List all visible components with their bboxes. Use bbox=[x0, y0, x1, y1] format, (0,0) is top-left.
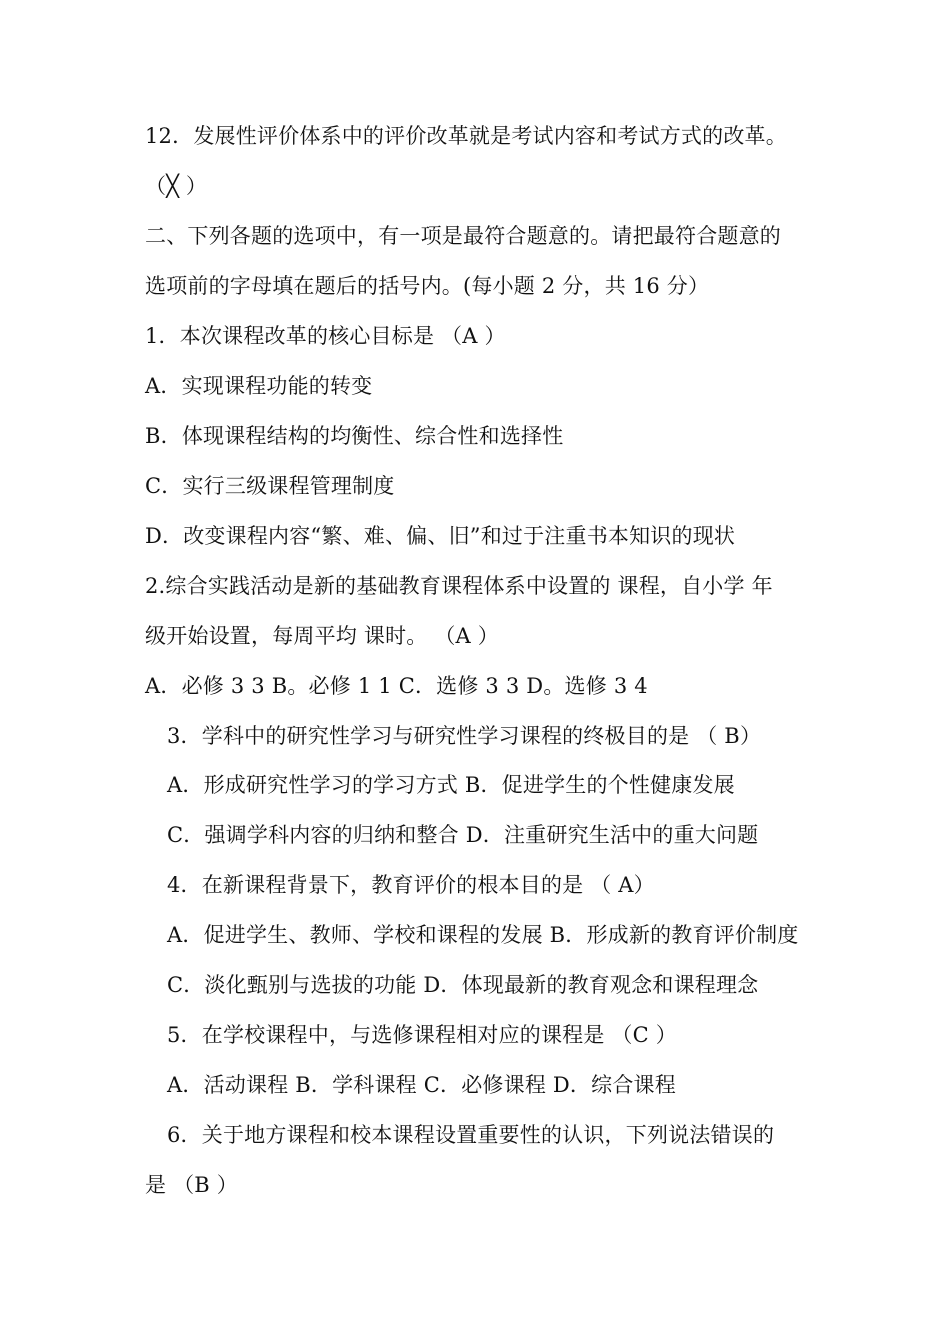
question-4-options-cd: C．淡化甄别与选拔的功能 D．体现最新的教育观念和课程理念 bbox=[167, 973, 759, 997]
question-5-options: A．活动课程 B．学科课程 C．必修课程 D．综合课程 bbox=[167, 1073, 676, 1097]
question-3-stem: 3．学科中的研究性学习与研究性学习课程的终极目的是 （ B） bbox=[167, 724, 762, 748]
question-6-stem-line-2: 是 （B ） bbox=[145, 1173, 238, 1197]
question-1-option-c: C．实行三级课程管理制度 bbox=[145, 474, 395, 498]
section-2-instruction-line-2: 选项前的字母填在题后的括号内。(每小题 2 分，共 16 分） bbox=[145, 274, 710, 298]
question-5-stem: 5．在学校课程中，与选修课程相对应的课程是 （C ） bbox=[167, 1023, 677, 1047]
question-2-stem-line-2: 级开始设置，每周平均 课时。 （A ） bbox=[145, 624, 499, 648]
question-2-options: A．必修 3 3 B。必修 1 1 C．选修 3 3 D。选修 3 4 bbox=[145, 674, 648, 698]
question-1-option-a: A．实现课程功能的转变 bbox=[145, 374, 373, 398]
section-2-instruction-line-1: 二、下列各题的选项中，有一项是最符合题意的。请把最符合题意的 bbox=[145, 224, 781, 248]
question-2-stem-line-1: 2.综合实践活动是新的基础教育课程体系中设置的 课程，自小学 年 bbox=[145, 574, 773, 598]
question-4-options-ab: A．促进学生、教师、学校和课程的发展 B．形成新的教育评价制度 bbox=[167, 923, 799, 947]
question-12-answer: （╳ ） bbox=[145, 174, 208, 198]
question-4-stem: 4．在新课程背景下，教育评价的根本目的是 （ A） bbox=[167, 873, 655, 897]
question-1-option-b: B．体现课程结构的均衡性、综合性和选择性 bbox=[145, 424, 564, 448]
question-12-text: 12．发展性评价体系中的评价改革就是考试内容和考试方式的改革。 bbox=[145, 124, 787, 148]
question-1-option-d: D．改变课程内容“繁、难、偏、旧”和过于注重书本知识的现状 bbox=[145, 524, 736, 548]
question-3-options-ab: A．形成研究性学习的学习方式 B．促进学生的个性健康发展 bbox=[167, 773, 735, 797]
question-6-stem-line-1: 6．关于地方课程和校本课程设置重要性的认识，下列说法错误的 bbox=[167, 1123, 775, 1147]
question-1-stem: 1．本次课程改革的核心目标是 （A ） bbox=[145, 324, 506, 348]
question-3-options-cd: C．强调学科内容的归纳和整合 D．注重研究生活中的重大问题 bbox=[167, 823, 759, 847]
